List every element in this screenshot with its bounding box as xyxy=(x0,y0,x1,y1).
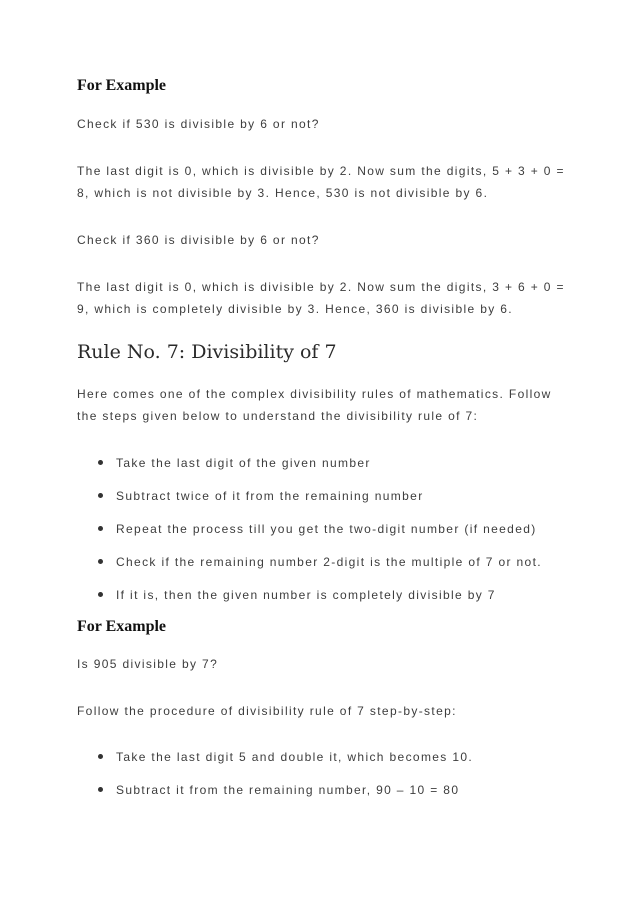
intro-line-1: Here comes one of the complex divisibility rules of mathematics. Follow xyxy=(77,387,552,401)
bullet-icon xyxy=(98,787,103,792)
answer-360-line-1: The last digit is 0, which is divisible by 2. Now sum the digits, 3 + 6 + 0 = xyxy=(77,280,565,294)
list-item-text: Take the last digit 5 and double it, which becomes 10. xyxy=(116,750,474,764)
example-heading: For Example xyxy=(77,618,167,635)
example-heading: For Example xyxy=(77,77,167,94)
list-item-text: Check if the remaining number 2-digit is the multiple of 7 or not. xyxy=(116,555,542,569)
question-905: Is 905 divisible by 7? xyxy=(77,657,219,671)
bullet-icon xyxy=(98,460,103,465)
list-item-text: Take the last digit of the given number xyxy=(116,456,371,470)
procedure-text: Follow the procedure of divisibility rule of 7 step-by-step: xyxy=(77,704,457,718)
bullet-icon xyxy=(98,754,103,759)
list-item-text: Repeat the process till you get the two-digit number (if needed) xyxy=(116,522,537,536)
question-360: Check if 360 is divisible by 6 or not? xyxy=(77,233,320,247)
bullet-icon xyxy=(98,493,103,498)
bullet-icon xyxy=(98,592,103,597)
list-item-text: If it is, then the given number is completely divisible by 7 xyxy=(116,588,496,602)
answer-530-line-2: 8, which is not divisible by 3. Hence, 530 is not divisible by 6. xyxy=(77,186,489,200)
answer-360-line-2: 9, which is completely divisible by 3. Hence, 360 is divisible by 6. xyxy=(77,302,513,316)
section-title: Rule No. 7: Divisibility of 7 xyxy=(77,341,337,363)
bullet-icon xyxy=(98,526,103,531)
question-530: Check if 530 is divisible by 6 or not? xyxy=(77,117,320,131)
list-item-text: Subtract it from the remaining number, 90 – 10 = 80 xyxy=(116,783,460,797)
answer-530-line-1: The last digit is 0, which is divisible by 2. Now sum the digits, 5 + 3 + 0 = xyxy=(77,164,565,178)
intro-line-2: the steps given below to understand the divisibility rule of 7: xyxy=(77,409,479,423)
list-item-text: Subtract twice of it from the remaining number xyxy=(116,489,424,503)
bullet-icon xyxy=(98,559,103,564)
